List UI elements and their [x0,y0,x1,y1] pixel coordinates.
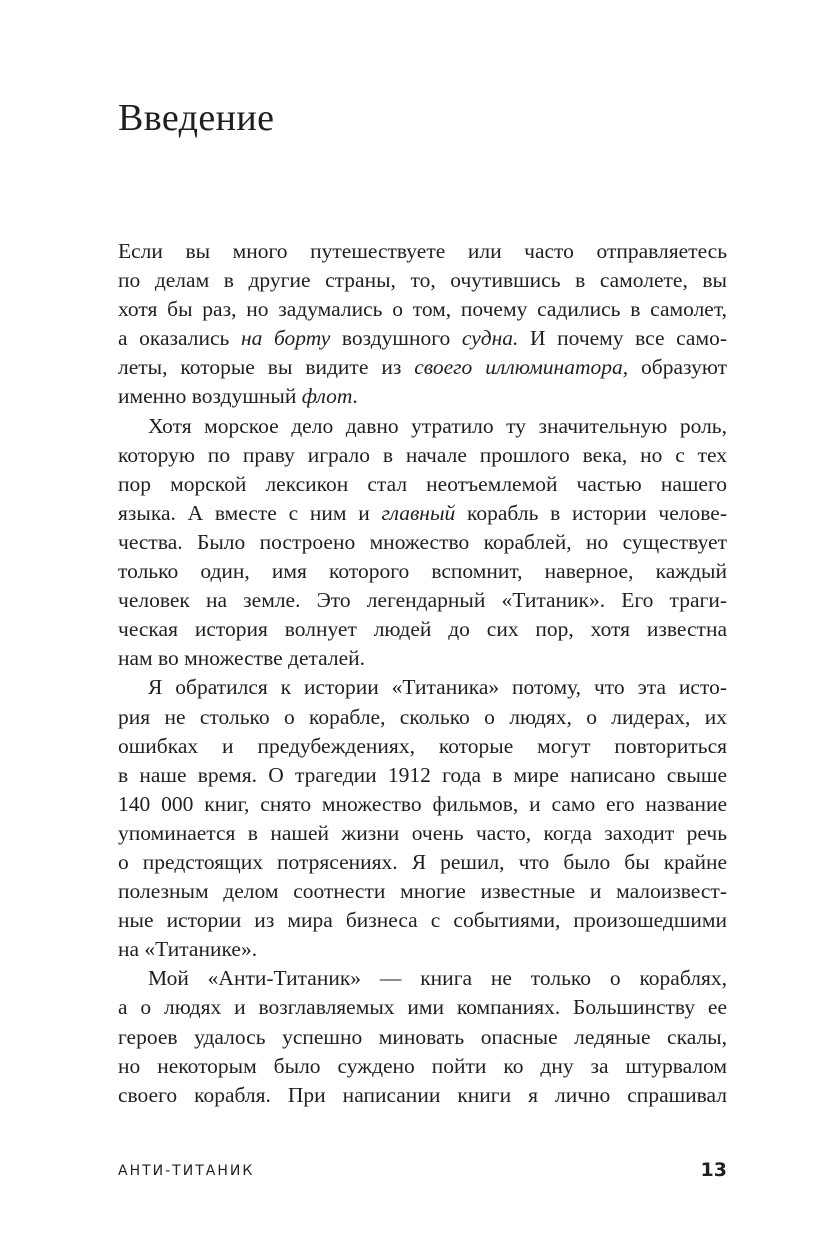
text-line [118,732,727,761]
text-segment: на «Титанике». [118,937,258,962]
text-segment: ошибках и предубеждениях, которые могут повториться [118,733,727,758]
text-line [118,353,727,382]
text-segment: в наше время. О трагедии 1912 года в мире написано свыше [118,762,727,787]
text-segment: своего корабля. При написании книги я лично спрашивал [118,1082,727,1107]
text-segment: только один, имя которого вспомнит, наверное, каждый [118,559,727,584]
text-segment: о предстоящих потрясениях. Я решил, что было бы крайне [118,849,727,874]
text-line [118,324,727,353]
text-line [118,790,727,819]
text-line [118,412,727,441]
text-segment: по делам в другие страны, то, очутившись в самолете, вы [118,268,727,293]
text-segment: полезным делом соотнести многие известные и малоизвест- [118,879,727,904]
text-segment: . [352,384,358,409]
text-segment: нам во множестве деталей. [118,646,366,671]
text-segment: Я обратился к истории «Титаника» потому, что эта исто- [148,675,727,700]
text-line [118,848,727,877]
page-number: 13 [700,1159,727,1181]
text-segment: Если вы много путешествуете или часто отправляетесь [118,239,727,263]
text-segment: которую по праву играло в начале прошлого века, но с тех [118,442,727,467]
text-segment: пор морской лексикон стал неотъемлемой частью нашего [118,471,727,496]
text-line [118,644,727,673]
text-segment: 140 000 книг, снято множество фильмов, и само его название [118,791,727,816]
text-line [118,906,727,935]
text-line [118,819,727,848]
text-line [118,557,727,586]
italic-text: главный [381,500,456,525]
italic-text: своего иллюминатора, [414,355,629,380]
text-line [118,382,727,411]
italic-text: флот [301,384,353,409]
text-segment: человек на земле. Это легендарный «Титаник». Его траги- [118,588,727,613]
text-segment: упоминается в нашей жизни очень часто, когда заходит речь [118,820,727,845]
text-segment: воздушного [330,326,462,351]
text-segment: ческая история волнует людей до сих пор, хотя известна [118,617,727,642]
text-segment: И почему все само- [518,326,727,351]
text-segment: языка. А вместе с ним и [118,500,382,525]
text-segment: чества. Было построено множество кораблей, но существует [118,529,727,554]
text-line [118,528,727,557]
text-line [118,470,727,499]
text-segment: хотя бы раз, но задумались о том, почему садились в самолет, [118,297,727,322]
text-segment: леты, которые вы видите из [118,355,415,380]
text-segment: именно воздушный [118,384,302,409]
text-line [118,237,727,266]
text-line [118,1052,727,1081]
text-line [118,761,727,790]
text-segment: Мой «Анти-Титаник» — книга не только о кораблях, [148,966,727,991]
text-segment: корабль в истории челове- [455,500,727,525]
text-segment: героев удалось успешно миновать опасные ледяные скалы, [118,1024,727,1049]
text-segment: рия не столько о корабле, сколько о людях, о лидерах, их [118,704,727,729]
text-line [118,877,727,906]
text-line [118,295,727,324]
text-segment: но некоторым было суждено пойти ко дну за штурвалом [118,1053,727,1078]
running-title: АНТИ-ТИТАНИК [118,1163,255,1179]
text-segment: образуют [628,355,727,380]
body-text [118,237,727,1110]
text-line [118,586,727,615]
text-segment: ные истории из мира бизнеса с событиями, произошедшими [118,908,727,933]
text-segment: а оказались [118,326,241,351]
text-line [118,703,727,732]
text-line [118,441,727,470]
text-segment: Хотя морское дело давно утратило ту значительную роль, [148,413,727,438]
text-line [118,1023,727,1052]
text-line [118,1081,727,1110]
text-line [118,673,727,702]
italic-text: на борту [240,326,331,351]
chapter-title: Введение [118,97,275,139]
text-line [118,935,727,964]
text-line [118,266,727,295]
text-line [118,499,727,528]
text-line [118,615,727,644]
text-line [118,993,727,1022]
text-line [118,964,727,993]
italic-text: судна. [461,326,519,351]
text-segment: а о людях и возглавляемых ими компаниях. Большинству ее [118,995,727,1020]
